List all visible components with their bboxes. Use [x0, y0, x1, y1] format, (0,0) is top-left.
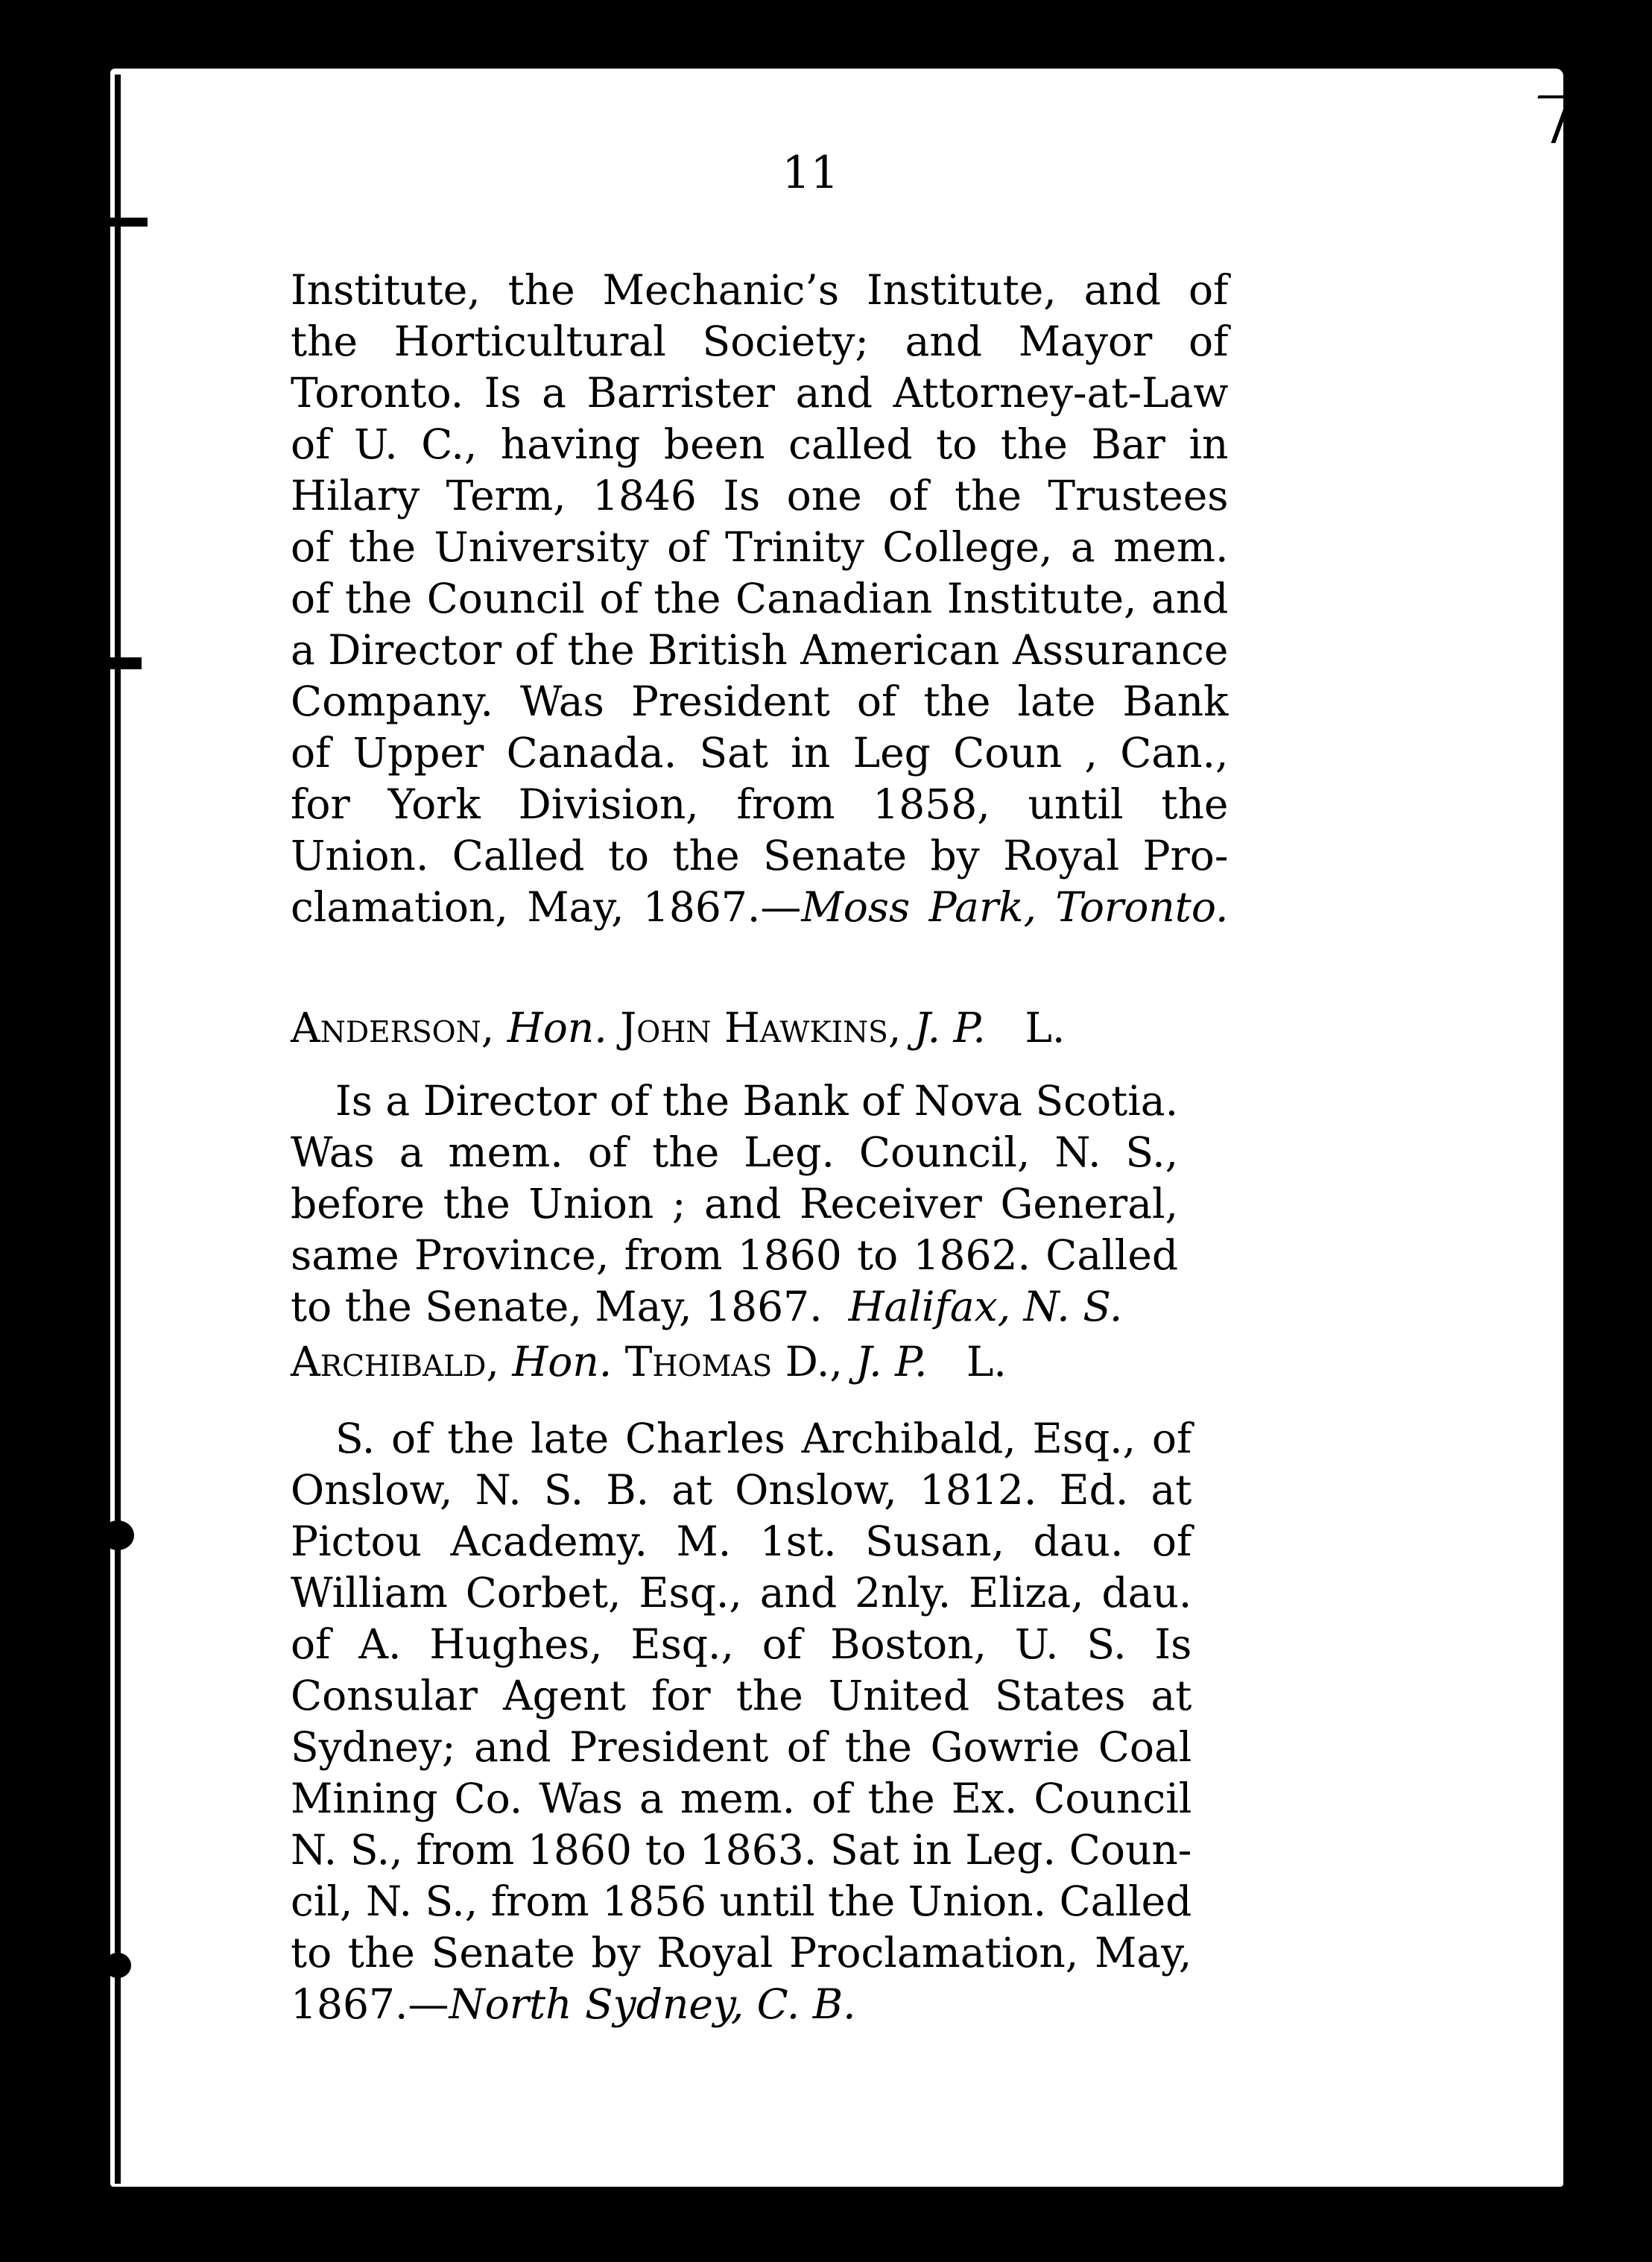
text-plain: to the Senate, May, 1867.: [291, 1283, 823, 1330]
entry-heading-archibald: [291, 1336, 1007, 1388]
text-line: cil, N. S., from 1856 until the Union. Called: [291, 1877, 1192, 1925]
entry-surname: Archibald,: [291, 1338, 499, 1386]
text-line: Consular Agent for the United States at: [291, 1672, 1192, 1719]
address-italic: North Sydney, C. B.: [449, 1980, 856, 2028]
text-line: Company. Was President of the late Bank: [291, 677, 1229, 725]
text-plain: 1867.—: [291, 1980, 449, 2028]
entry-party: L.: [966, 1338, 1007, 1386]
binding-mark: [101, 1520, 134, 1550]
text-line: of the University of Trinity College, a mem.: [291, 523, 1229, 571]
text-line: of A. Hughes, Esq., of Boston, U. S. Is: [291, 1620, 1192, 1668]
text-line: of U. C., having been called to the Bar in: [291, 420, 1229, 468]
binding-stitch-line: [115, 75, 121, 2184]
text-line: S. of the late Charles Archibald, Esq., of: [335, 1415, 1192, 1462]
text-line: Pictou Academy. M. 1st. Susan, dau. of: [291, 1517, 1192, 1565]
text-line: of Upper Canada. Sat in Leg Coun , Can.,: [291, 729, 1229, 777]
binding-mark: [104, 1953, 131, 1978]
text-line: for York Division, from 1858, until the: [291, 780, 1229, 828]
entry-party: L.: [1025, 1004, 1066, 1052]
entry-given-names: John Hawkins,: [620, 1004, 902, 1052]
text-line: Is a Director of the Bank of Nova Scotia.: [335, 1077, 1179, 1125]
text-line: William Corbet, Esq., and 2nly. Eliza, dau.: [291, 1569, 1192, 1617]
text-line: Institute, the Mechanic’s Institute, and of: [291, 266, 1229, 314]
entry-surname: Anderson,: [291, 1004, 495, 1052]
address-italic: Moss Park, Toronto.: [801, 883, 1229, 931]
entry-heading-anderson: [291, 1002, 1065, 1054]
binding-mark: [88, 218, 148, 227]
paragraph-continued-biography: [291, 265, 1228, 933]
text-line: the Horticultural Society; and Mayor of: [291, 317, 1229, 365]
entry-given-names: Thomas D.,: [624, 1338, 843, 1386]
entry-title: J. P.: [855, 1338, 928, 1386]
text-line-last: [291, 1979, 1191, 2030]
text-line: Onslow, N. S. B. at Onslow, 1812. Ed. at: [291, 1466, 1192, 1514]
text-line: to the Senate by Royal Proclamation, May,: [291, 1929, 1192, 1977]
text-line: Was a mem. of the Leg. Council, N. S.,: [291, 1128, 1179, 1176]
text-line: Union. Called to the Senate by Royal Pro-: [291, 832, 1229, 879]
text-line: Toronto. Is a Barrister and Attorney-at-Law: [291, 369, 1229, 417]
binding-mark: [89, 657, 142, 669]
page-number: 11: [782, 147, 839, 199]
text-line-last: [291, 882, 1228, 933]
entry-honorific: Hon.: [507, 1004, 607, 1052]
text-line: of the Council of the Canadian Institute, and: [291, 575, 1229, 622]
text-line-last: [291, 1281, 1178, 1333]
text-line: same Province, from 1860 to 1862. Called: [291, 1231, 1179, 1279]
paragraph-archibald-biography: [291, 1413, 1191, 2030]
text-line: Mining Co. Was a mem. of the Ex. Council: [291, 1775, 1192, 1822]
text-line: a Director of the British American Assurance: [291, 626, 1229, 674]
text-line: before the Union ; and Receiver General,: [291, 1180, 1179, 1228]
entry-title: J. P.: [914, 1004, 986, 1052]
address-italic: Halifax, N. S.: [848, 1283, 1123, 1330]
entry-honorific: Hon.: [512, 1338, 613, 1386]
text-line: N. S., from 1860 to 1863. Sat in Leg. Coun-: [291, 1826, 1192, 1874]
text-line: Sydney; and President of the Gowrie Coal: [291, 1723, 1192, 1771]
paragraph-anderson-biography: [291, 1075, 1178, 1333]
text-line: Hilary Term, 1846 Is one of the Trustees: [291, 472, 1229, 519]
text-plain: clamation, May, 1867.—: [291, 883, 802, 931]
